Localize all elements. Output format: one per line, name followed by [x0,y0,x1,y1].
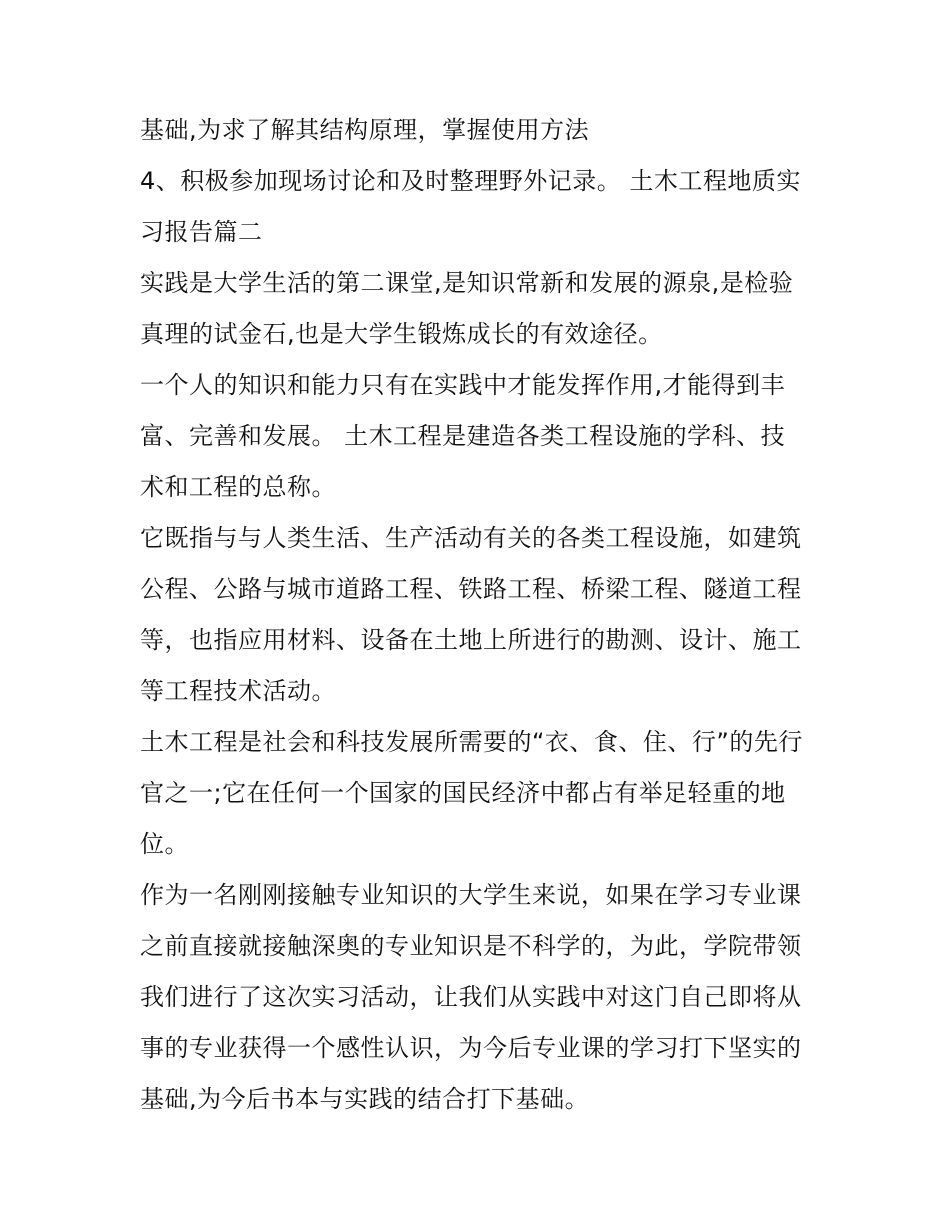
text-line: 真理的试金石,也是大学生锻炼成长的有效途径。 [140,320,663,348]
text-line: 等，也指应用材料、设备在土地上所进行的勘测、设计、施工 [140,626,802,654]
text-line: 等工程技术活动。 [140,677,336,705]
text-line: 富、完善和发展。 土木工程是建造各类工程设施的学科、技 [140,422,786,450]
text-line: 习报告篇二 [140,218,263,246]
text-line: 它既指与与人类生活、生产活动有关的各类工程设施，如建筑 [140,524,802,552]
text-line: 术和工程的总称。 [140,473,336,501]
text-line: 官之一;它在任何一个国家的国民经济中都占有举足轻重的地 [140,779,786,807]
text-line: 基础,为求了解其结构原理，掌握使用方法 [140,116,590,144]
text-line: 土木工程是社会和科技发展所需要的“衣、食、住、行”的先行 [140,728,803,756]
text-line: 基础,为今后书本与实践的结合打下基础。 [140,1085,590,1113]
text-line: 我们进行了这次实习活动，让我们从实践中对这门自己即将从 [140,983,802,1011]
text-line: 一个人的知识和能力只有在实践中才能发挥作用,才能得到丰 [140,371,786,399]
document-body [140,105,820,1125]
text-line: 4、积极参加现场讨论和及时整理野外记录。 土木工程地质实 [140,167,801,195]
text-line: 位。 [140,830,189,858]
text-line: 之前直接就接触深奥的专业知识是不科学的，为此，学院带领 [140,932,802,960]
text-line: 公程、公路与城市道路工程、铁路工程、桥梁工程、隧道工程 [140,575,802,603]
text-line: 作为一名刚刚接触专业知识的大学生来说，如果在学习专业课 [140,881,802,909]
text-line: 事的专业获得一个感性认识，为今后专业课的学习打下坚实的 [140,1034,802,1062]
text-line: 实践是大学生活的第二课堂,是知识常新和发展的源泉,是检验 [140,269,794,297]
